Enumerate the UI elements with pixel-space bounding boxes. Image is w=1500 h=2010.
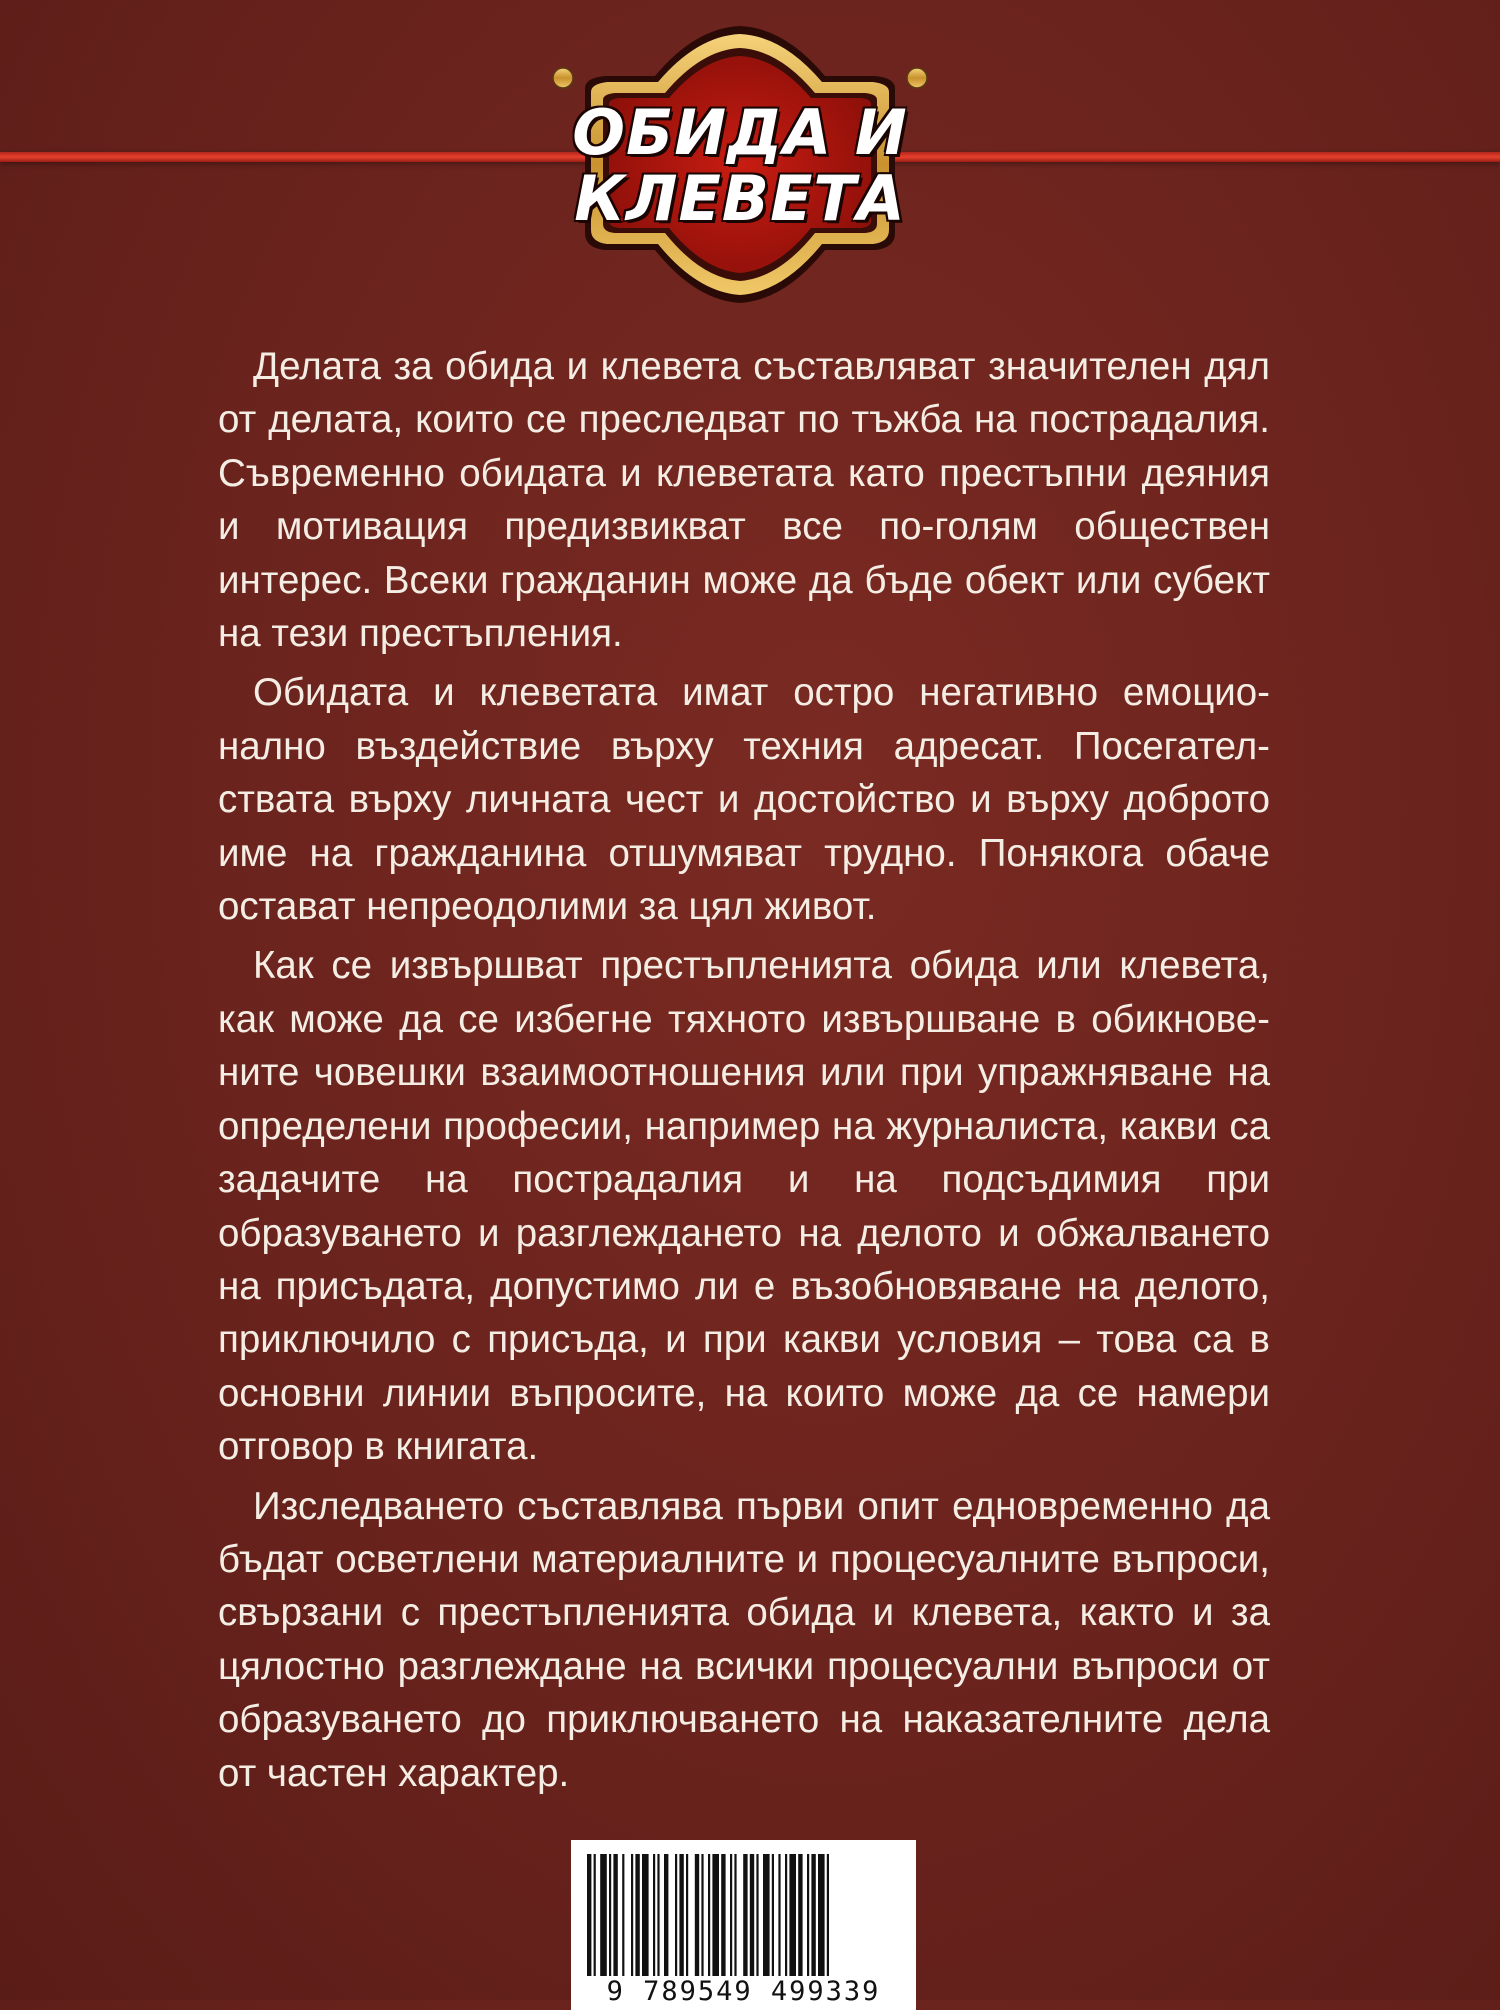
barcode-bar: [701, 1854, 703, 1976]
barcode-bar: [750, 1854, 754, 1976]
blurb-paragraph-3: Как се извършват престъпленията обида или клевета, как може да се избегне тяхното извършване в обикновените човешки взаимоотношения или при упражняване на определени професии, например на журналиста, какви са задачите на пострадалия и на подсъдимия при образуването и разглеждането на делото и обжалването на присъдата, допустимо ли е възобновяване на делото, приключило с присъда, и при какви условия – това са в основни линии въпросите, на които може да се намери отговор в книгата.: [218, 944, 1270, 1469]
barcode-bar: [653, 1854, 655, 1976]
isbn-digits: 9 789549 499339: [606, 1976, 881, 2007]
barcode-bar: [657, 1854, 659, 1976]
barcode-bar: [763, 1854, 770, 1976]
barcode-bar: [609, 1854, 611, 1976]
barcode-bar: [664, 1854, 668, 1976]
barcode-bar: [827, 1854, 829, 1976]
book-title-line2: КЛЕВЕТА: [574, 162, 906, 235]
barcode-bar: [695, 1854, 699, 1976]
barcode-bars: [581, 1854, 906, 1976]
book-title: [545, 96, 935, 235]
barcode-bar: [600, 1854, 607, 1976]
barcode-bar: [631, 1854, 633, 1976]
blurb-paragraph-1: Делата за обида и клевета съставляват значителен дял от делата, които се преследват по тъжба на пострадалия. Съвременно обидата и клеветата като престъпни деяния и мотивация предизвикват все по-голям обществен интерес. Всеки гражданин може да бъде обект или субект на тези престъпления.: [218, 345, 1270, 656]
barcode-bar: [785, 1854, 787, 1976]
barcode-bar: [778, 1854, 780, 1976]
rivet-icon-right: [907, 68, 927, 88]
barcode-bar: [712, 1854, 719, 1976]
barcode-bar: [642, 1854, 649, 1976]
barcode-bar: [818, 1854, 825, 1976]
barcode-bar: [613, 1854, 617, 1976]
barcode-bar: [587, 1854, 591, 1976]
rivet-icon-left: [553, 68, 573, 88]
barcode-bar: [734, 1854, 736, 1976]
barcode-bar: [807, 1854, 809, 1976]
blurb-paragraph-2: Обидата и клеветата имат остро негативно емоционално въздействие върху техния адресат. Посегателствата върху личната чест и достойство и върху доброто име на гражданина отшумяват трудно. Понякога обаче остават непреодолими за цял живот.: [218, 671, 1270, 929]
barcode-bar: [730, 1854, 732, 1976]
barcode-bar: [756, 1854, 758, 1976]
barcode-bar: [686, 1854, 688, 1976]
blurb-paragraph-4: Изследването съставлява първи опит едновременно да бъдат осветлени материалните и процесуалните въпроси, свързани с престъпленията обида и клевета, както и за цялостно разглеждане на всички процесуални въпроси от образуването до приключването на наказателните дела от частен характер.: [218, 1484, 1270, 1795]
barcode-bar: [675, 1854, 677, 1976]
barcode-bar: [721, 1854, 725, 1976]
barcode-bar: [798, 1854, 802, 1976]
barcode-bar: [635, 1854, 639, 1976]
barcode-bar: [789, 1854, 796, 1976]
barcode-bar: [622, 1854, 624, 1976]
barcode-bar: [708, 1854, 710, 1976]
barcode-bar: [743, 1854, 747, 1976]
book-title-line1: ОБИДА И: [572, 96, 908, 169]
barcode-bar: [772, 1854, 774, 1976]
isbn-barcode: [571, 1840, 916, 2010]
barcode-bar: [811, 1854, 815, 1976]
blurb-text: [218, 340, 1270, 1806]
barcode-bar: [594, 1854, 596, 1976]
barcode-bar: [679, 1854, 683, 1976]
title-emblem: [545, 18, 935, 313]
